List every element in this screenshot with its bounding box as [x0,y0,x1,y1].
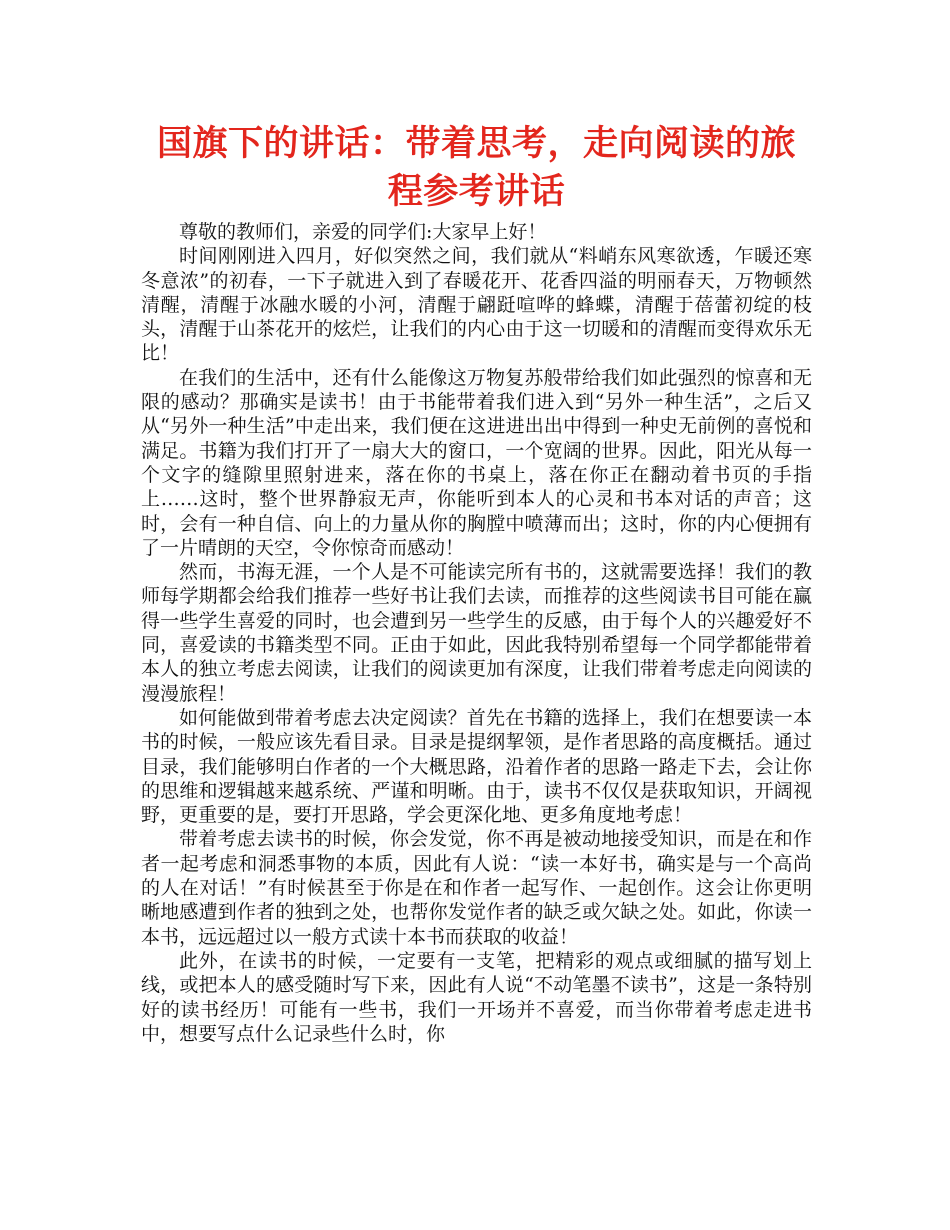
document-title: 国旗下的讲话：带着思考，走向阅读的旅程参考讲话 [156,124,796,212]
paragraph-reading-with-thought: 带着考虑去读书的时候，你会发觉，你不再是被动地接受知识，而是在和作者一起考虑和洞悉事物的本质，因此有人说：“读一本好书，确实是与一个高尚的人在对话！”有时候甚至于你是在和作者一起写作、一起创作。这会让你更明晰地感遭到作者的独到之处，也帮你发觉作者的缺乏或欠缺之处。如此，你读一本书，远远超过以一般方式读十本书而获取的收益！ [141,828,812,948]
document-body [141,220,812,1046]
paragraph-choosing-books: 然而，书海无涯，一个人是不可能读完所有书的，这就需要选择！我们的教师每学期都会给我们推荐一些好书让我们去读，而推荐的这些阅读书目可能在赢得一些学生喜爱的同时，也会遭到另一些学生的反感，由于每个人的兴趣爱好不同，喜爱读的书籍类型不同。正由于如此，因此我特别希望每一个同学都能带着本人的独立考虑去阅读，让我们的阅读更加有深度，让我们带着考虑走向阅读的漫漫旅程！ [141,561,812,705]
paragraph-how-to-choose: 如何能做到带着考虑去决定阅读？首先在书籍的选择上，我们在想要读一本书的时候，一般应该先看目录。目录是提纲挈领，是作者思路的高度概括。通过目录，我们能够明白作者的一个大概思路，沿着作者的思路一路走下去，会让你的思维和逻辑越来越系统、严谨和明晰。由于，读书不仅仅是获取知识，开阔视野，更重要的是，要打开思路，学会更深化地、更多角度地考虑！ [141,706,812,827]
paragraph-spring: 时间刚刚进入四月，好似突然之间，我们就从“料峭东风寒欲透，乍暖还寒冬意浓”的初春，一下子就进入到了春暖花开、花香四溢的明丽春天，万物顿然清醒，清醒于冰融水暖的小河，清醒于翩跹喧哗的蜂蝶，清醒于蓓蕾初绽的枝头，清醒于山茶花开的炫烂，让我们的内心由于这一切暖和的清醒而变得欢乐无比！ [141,245,812,365]
paragraph-reading-joy: 在我们的生活中，还有什么能像这万物复苏般带给我们如此强烈的惊喜和无限的感动？那确实是读书！由于书能带着我们进入到“另外一种生活”，之后又从“另外一种生活”中走出来，我们便在这进进出出中得到一种史无前例的喜悦和满足。书籍为我们打开了一扇大大的窗口，一个宽阔的世界。因此，阳光从每一个文字的缝隙里照射进来，落在你的书桌上，落在你正在翻动着书页的手指上……这时，整个世界静寂无声，你能听到本人的心灵和书本对话的声音；这时，会有一种自信、向上的力量从你的胸膛中喷薄而出；这时，你的内心便拥有了一片晴朗的天空，令你惊奇而感动！ [141,366,812,559]
document-page [141,120,812,1046]
paragraph-greeting: 尊敬的教师们，亲爱的同学们:大家早上好！ [179,221,547,243]
paragraph-taking-notes: 此外，在读书的时候，一定要有一支笔，把精彩的观点或细腻的描写划上线，或把本人的感受随时写下来，因此有人说“不动笔墨不读书”，这是一条特别好的读书经历！可能有一些书，我们一开场并不喜爱，而当你带着考虑走进书中，想要写点什么记录些什么时，你 [141,949,812,1045]
